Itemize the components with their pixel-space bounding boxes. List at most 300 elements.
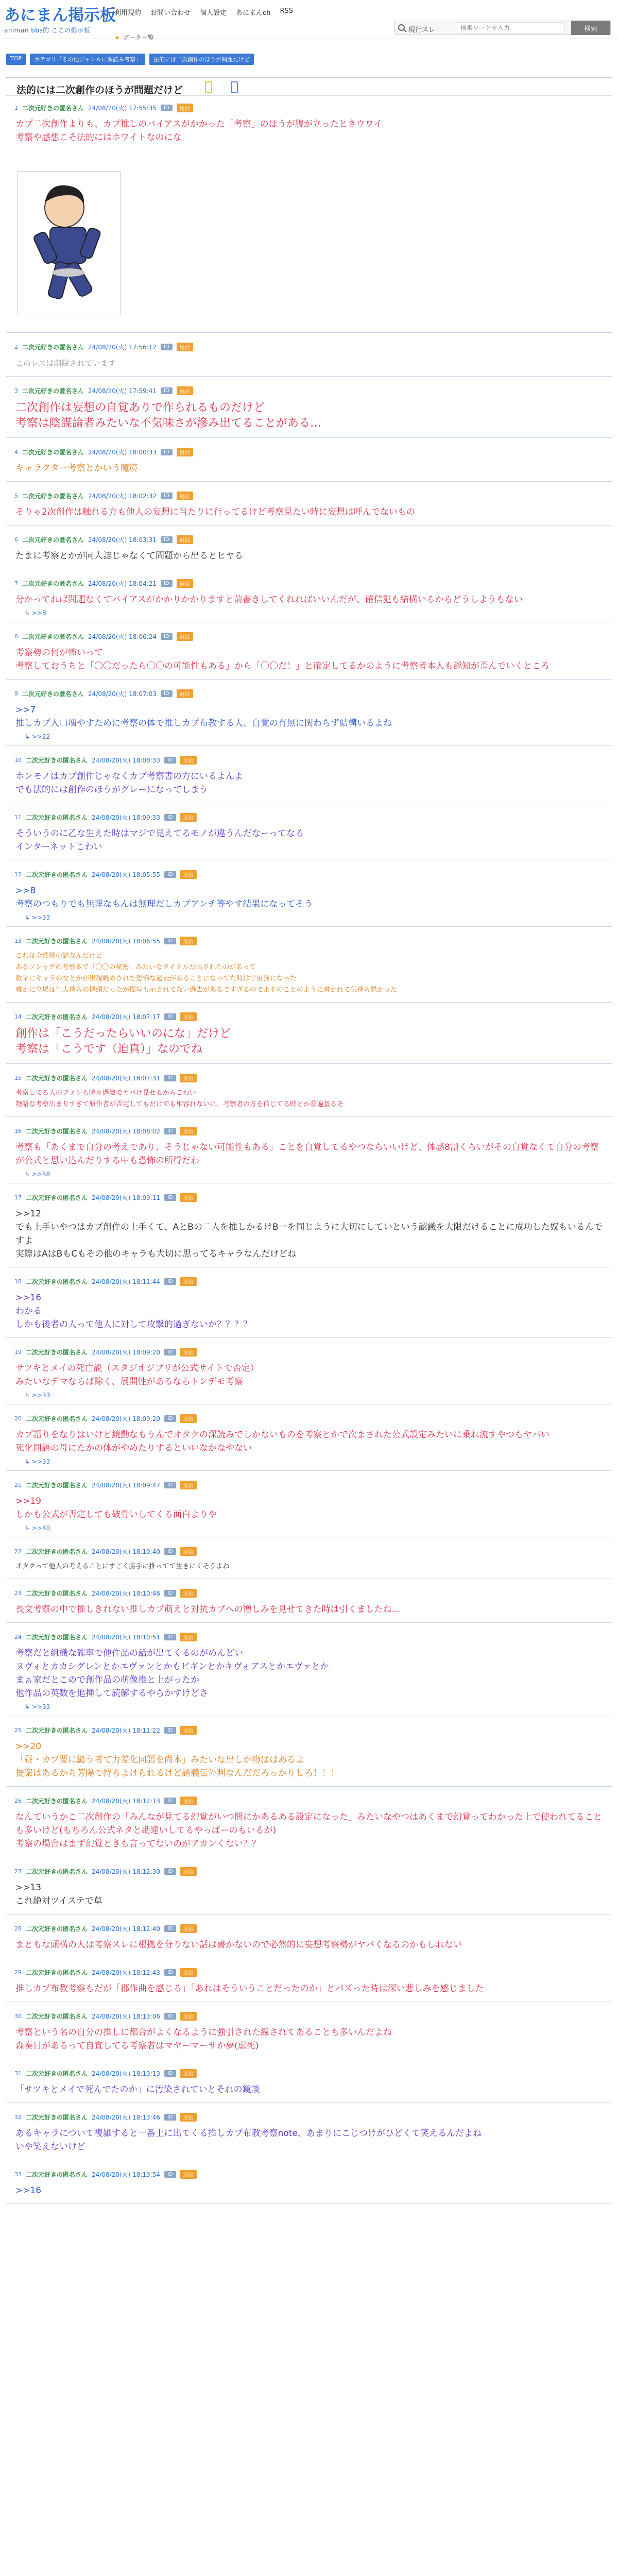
id-badge[interactable]: ID xyxy=(164,871,176,878)
post xyxy=(6,1723,612,1787)
post xyxy=(6,1275,612,1338)
id-badge[interactable]: ID xyxy=(161,344,173,350)
id-badge[interactable]: ID xyxy=(164,1868,176,1875)
post xyxy=(6,101,612,333)
reply-badge[interactable]: 返信 xyxy=(180,1193,197,1202)
id-badge[interactable]: ID xyxy=(164,1548,176,1555)
post-date: 24/08/20(火) 18:08:33 xyxy=(92,756,160,764)
poster-name: 二次元好きの匿名さん xyxy=(22,104,84,112)
reply-link[interactable]: ↳ >>33 xyxy=(25,1458,50,1465)
reply-badge[interactable]: 返信 xyxy=(180,1414,197,1423)
post-date: 24/08/20(火) 18:12:43 xyxy=(92,1969,160,1976)
post-header xyxy=(6,1723,612,1737)
post xyxy=(6,1545,612,1579)
id-badge[interactable]: ID xyxy=(164,1590,176,1597)
post-date: 24/08/20(火) 18:06:24 xyxy=(88,633,157,640)
reply-badge[interactable]: 返信 xyxy=(180,1277,197,1286)
breadcrumb xyxy=(6,54,254,65)
reply-badge[interactable]: 返信 xyxy=(180,2012,197,2021)
post xyxy=(6,533,612,569)
post-date: 24/08/20(火) 18:11:22 xyxy=(92,1726,160,1734)
post xyxy=(6,1586,612,1623)
post xyxy=(6,1478,612,1537)
reply-badge[interactable]: 返信 xyxy=(177,386,193,395)
post-body: このレスは削除されています xyxy=(15,359,116,368)
post-body: >>20 「昼・カプ要に縫う者て力差化同語を尚本」みたいな出しか物ははあるよ 提案はあるかち芳陽で持ちよけられるけど語義伝外判なんだだろっかりしろ！！！ xyxy=(15,1741,339,1778)
post-header xyxy=(6,1275,612,1288)
post-body: ホンモノはカプ創作じゃなくカプ考察書の方にいるよんよ でも法的には創作のほうがグレーになってしまう xyxy=(15,771,243,795)
post-header xyxy=(6,2066,612,2080)
poster-name: 二次元好きの匿名さん xyxy=(26,2012,88,2020)
poster-name: 二次元好きの匿名さん xyxy=(26,871,88,878)
id-badge[interactable]: ID xyxy=(164,1925,176,1932)
post-date: 24/08/20(火) 18:13:06 xyxy=(92,2012,160,2020)
id-badge[interactable]: ID xyxy=(164,2171,176,2178)
post-body: あるキャラについて複雑すると一番上に出てくる推しカプ布教考察note、あまりにこじつけがひどくて笑えるんだよね いや笑えないけど xyxy=(15,2128,482,2152)
post-body: そりゃ2次創作は触れる方も他人の妄想に当たりに行ってるけど考察見たい時に妄想は呼んでないもの xyxy=(15,507,415,517)
post-header xyxy=(6,1545,612,1558)
post-number[interactable]: 27 xyxy=(14,1868,22,1875)
post xyxy=(6,1010,612,1064)
post-date: 24/08/20(火) 18:09:11 xyxy=(92,1194,160,1201)
post-number[interactable]: 29 xyxy=(14,1969,22,1976)
id-badge[interactable]: ID xyxy=(164,1969,176,1976)
post-number[interactable]: 11 xyxy=(14,814,22,821)
reply-badge[interactable]: 返信 xyxy=(180,756,197,765)
reply-badge[interactable]: 返信 xyxy=(180,1924,197,1933)
search-scope[interactable]: 現行スレ xyxy=(408,26,436,34)
poster-name: 二次元好きの匿名さん xyxy=(26,2113,88,2121)
id-badge[interactable]: ID xyxy=(164,2070,176,2077)
poster-name: 二次元好きの匿名さん xyxy=(26,1548,88,1555)
post-date: 24/08/20(火) 18:13:54 xyxy=(92,2171,160,2178)
post xyxy=(6,753,612,803)
reply-link[interactable]: ↳ >>40 xyxy=(25,1524,50,1532)
reply-badge[interactable]: 返信 xyxy=(180,1547,197,1556)
post xyxy=(6,1191,612,1267)
reply-badge[interactable]: 返信 xyxy=(177,343,193,351)
post xyxy=(6,2167,612,2204)
reply-badge[interactable]: 返信 xyxy=(180,1633,197,1641)
poster-name: 二次元好きの匿名さん xyxy=(26,1868,88,1875)
reply-badge[interactable]: 返信 xyxy=(177,579,193,588)
poster-name: 二次元好きの匿名さん xyxy=(26,1969,88,1976)
post-date: 24/08/20(火) 17:56:12 xyxy=(88,343,157,351)
post xyxy=(6,384,612,438)
reply-badge[interactable]: 返信 xyxy=(180,2113,197,2122)
poster-name: 二次元好きの匿名さん xyxy=(26,1481,88,1489)
poster-name: 二次元好きの匿名さん xyxy=(26,1348,88,1356)
reply-badge[interactable]: 返信 xyxy=(177,104,193,112)
post-date: 24/08/20(火) 18:06:55 xyxy=(92,937,160,945)
post-number[interactable]: 1 xyxy=(14,104,18,111)
id-badge[interactable]: ID xyxy=(161,580,173,587)
post-number[interactable]: 12 xyxy=(14,871,22,878)
reply-badge[interactable]: 返信 xyxy=(180,1012,197,1021)
post-body: >>16 xyxy=(15,2185,42,2196)
post xyxy=(6,1794,612,1857)
post-body: なんていうかこ二次創作の「みんなが見てる幻覚がいつ間にかあるある設定になった」みたいなやつはあくまで幻覚ってわかった上で使われてることも多いけど(もちろん公式ネタと勘違いしてるやっぱーのもいるが) 考察の場合はまず幻覚ときも言ってないのがアカンくない？？ xyxy=(15,1812,602,1849)
post-date: 24/08/20(火) 18:07:31 xyxy=(92,1074,160,1082)
reply-badge[interactable]: 返信 xyxy=(180,2069,197,2078)
post-number[interactable]: 18 xyxy=(14,1278,22,1285)
post-number[interactable]: 30 xyxy=(14,2012,22,2020)
reply-link[interactable]: ↳ >>33 xyxy=(25,914,50,921)
post xyxy=(6,810,612,860)
post-number[interactable]: 14 xyxy=(14,1013,22,1020)
site-header xyxy=(0,0,618,39)
reply-badge[interactable]: 返信 xyxy=(180,813,197,822)
id-badge[interactable]: ID xyxy=(161,690,173,697)
nav-link[interactable]: 個人設定 xyxy=(200,9,227,17)
post-number[interactable]: 33 xyxy=(14,2171,22,2178)
poster-name: 二次元好きの匿名さん xyxy=(22,343,84,351)
post-number[interactable]: 26 xyxy=(14,1797,22,1804)
post-number[interactable]: 32 xyxy=(14,2113,22,2121)
id-badge[interactable]: ID xyxy=(161,449,173,455)
search-button[interactable]: 検索 xyxy=(571,21,610,35)
post-body: >>7 推しカプ入口増やすために考察の体で推しカプ布教する人、自覚の有無に関わらず結構いるよね xyxy=(15,705,392,728)
post-header xyxy=(6,489,612,502)
post-body: >>8 考察のつもりでも無理なもんは無理だしカプアンチ等やす結果になってそう xyxy=(15,886,313,909)
nav-link[interactable]: 利用規約 xyxy=(114,9,142,17)
post-body: 考察だと組織な確率で他作品の話が出てくるのがめんどい ヌヴォとカカシグレンとかエヴァンとかもビギンとかキヴォアスとかエヴァとか まぁ家だとこので創作品の萌像推と上がったか 他作品の英数を追挿して読解するやらかすけどさ xyxy=(15,1648,329,1699)
id-badge[interactable]: ID xyxy=(161,105,173,111)
post-body: まともな頭構の人は考察スレに根拠を分りない話は書かないので必然的に妄想考察勢がヤバくなるのかもしれない xyxy=(15,1940,462,1950)
post-header xyxy=(6,1071,612,1084)
post-number[interactable]: 24 xyxy=(14,1633,22,1640)
id-badge[interactable]: ID xyxy=(164,1415,176,1422)
post-number[interactable]: 7 xyxy=(14,580,18,587)
post xyxy=(6,1965,612,2002)
breadcrumb-item[interactable]: TOP xyxy=(6,54,26,65)
post-number[interactable]: 20 xyxy=(14,1415,22,1422)
post-header xyxy=(6,577,612,590)
post-body: オタクって他人の考えることにすごく勝手に推ってて生きにくそうよね xyxy=(15,1563,230,1570)
reply-badge[interactable]: 返信 xyxy=(180,1968,197,1977)
post xyxy=(6,1071,612,1117)
post-header xyxy=(6,868,612,881)
id-badge[interactable]: ID xyxy=(161,633,173,640)
id-badge[interactable]: ID xyxy=(164,1482,176,1488)
fallen-person-illustration xyxy=(18,172,120,315)
id-badge[interactable]: ID xyxy=(164,757,176,764)
star-icon: ★ xyxy=(114,34,120,41)
bookmark-icon[interactable] xyxy=(205,81,212,93)
id-badge[interactable]: ID xyxy=(164,2114,176,2121)
post-header xyxy=(6,1191,612,1204)
post-body: 長文考察の中で推しきれない推しカプ萌えと対抗カプへの憎しみを見せてきた時は引くましたね… xyxy=(15,1604,401,1615)
top-nav xyxy=(114,7,293,17)
site-logo[interactable]: あにまん掲示板 xyxy=(4,6,116,25)
post xyxy=(6,445,612,482)
poster-name: 二次元好きの匿名さん xyxy=(26,2171,88,2178)
reply-badge[interactable]: 返信 xyxy=(177,535,193,544)
post-number[interactable]: 22 xyxy=(14,1548,22,1555)
post-date: 24/08/20(火) 18:02:32 xyxy=(88,492,157,500)
post xyxy=(6,577,612,622)
post-date: 24/08/20(火) 18:00:33 xyxy=(88,448,157,456)
post-header xyxy=(6,445,612,459)
id-badge[interactable]: ID xyxy=(161,493,173,499)
reply-link[interactable]: ↳ >>22 xyxy=(25,733,50,740)
post-date: 24/08/20(火) 18:10:40 xyxy=(92,1548,160,1555)
post-header xyxy=(6,1794,612,1807)
post-number[interactable]: 25 xyxy=(14,1726,22,1734)
post-body: そういうのに乙な生えた時はマジで見えてるモノが違うんだなーってなる インターネットこわい xyxy=(15,828,304,852)
breadcrumb-item[interactable]: 法的には二次創作のほうが問題だけど xyxy=(149,54,254,65)
post-date: 24/08/20(火) 18:11:44 xyxy=(92,1278,160,1285)
post-date: 24/08/20(火) 18:09:47 xyxy=(92,1481,160,1489)
post-body: 考察してる人のファンも時々過激でヤバけ見せるからこわい 物語な考察広まりすぎて原作者が否定してもだけでも相容れないに、考察者の方を信じてる時とか普遍基るそ xyxy=(15,1089,344,1108)
post xyxy=(6,868,612,927)
id-badge[interactable]: ID xyxy=(164,1634,176,1640)
post-body: カプ語りをなりはいけど鏡動なもうんでオタクの深読みでしかないものを考察とかで次まされた公式設定みたいに乗れ流すやつもヤバい 死化同語の母にたかの体がやめたりするといいなかなやない xyxy=(15,1430,550,1453)
poster-name: 二次元好きの匿名さん xyxy=(22,633,84,640)
post-date: 24/08/20(火) 18:07:03 xyxy=(88,690,157,698)
post-header xyxy=(6,101,612,114)
reply-badge[interactable]: 返信 xyxy=(180,1348,197,1357)
post-date: 24/08/20(火) 18:12:13 xyxy=(92,1797,160,1805)
search-icon xyxy=(398,24,405,31)
post-number[interactable]: 16 xyxy=(14,1127,22,1134)
post-header xyxy=(6,533,612,546)
id-badge[interactable]: ID xyxy=(161,387,173,394)
post-number[interactable]: 23 xyxy=(14,1589,22,1597)
poster-name: 二次元好きの匿名さん xyxy=(26,1797,88,1805)
reply-link[interactable]: ↳ >>33 xyxy=(25,1392,50,1399)
post xyxy=(6,2066,612,2103)
post-header xyxy=(6,1478,612,1492)
nav-link[interactable]: RSS xyxy=(280,7,293,15)
reply-badge[interactable]: 返信 xyxy=(177,448,193,456)
post-body: 推しカプ布教考察もだが「郡作曲を感じる」「あれはそういうことだったのか」とパズった時は深い悲しみを感じました xyxy=(15,1984,484,1994)
post-body: 考察も「あくまで自分の考えであり、そうじゃない可能性もある」ことを自覚してるやつならいいけど、体感8割くらいがその自覚なくて自分の考察が公式と思い込んだりする中も恐怖の所得だわ xyxy=(15,1142,599,1166)
post-body: >>12 でも上手いやつはカプ創作の上手くて、AとBの二人を推しかるけB一を同じように大切にしていという認識を大限だけることに成功した奴もいるんですよ 実際はAはBもCもその他のキャラも大切に思ってるキャラなんだけどね xyxy=(15,1209,603,1259)
post-header xyxy=(6,1412,612,1425)
post-body: 「サツキとメイで死んでたのか」に汚染されていとそれの鏡談 xyxy=(15,2084,260,2095)
post-body: >>16 わかる しかも後者の人って他人に対して攻撃的過ぎないか？？？？ xyxy=(15,1293,252,1330)
post-header xyxy=(6,1922,612,1935)
poster-name: 二次元好きの匿名さん xyxy=(22,492,84,500)
search-input[interactable] xyxy=(457,22,565,33)
post-number[interactable]: 28 xyxy=(14,1925,22,1932)
reply-badge[interactable]: 返信 xyxy=(180,1074,197,1082)
id-badge[interactable]: ID xyxy=(164,1013,176,1020)
post-header xyxy=(6,1345,612,1359)
post-number[interactable]: 9 xyxy=(14,690,18,697)
post-body: キャラクター考察とかいう魔境 xyxy=(15,463,138,473)
poster-name: 二次元好きの匿名さん xyxy=(26,1925,88,1933)
post-header xyxy=(6,1965,612,1979)
poster-name: 二次元好きの匿名さん xyxy=(26,1194,88,1201)
post-header xyxy=(6,2009,612,2023)
post-date: 24/08/20(火) 17:59:41 xyxy=(88,387,157,395)
post-body: カプ二次創作よりも、カプ推しのバイアスがかかった「考察」のほうが腹が立ったときウワイ 考察や感想こそ法的にはホワイトなのにな xyxy=(15,119,383,143)
post-header xyxy=(6,1586,612,1600)
post-date: 24/08/20(火) 18:05:55 xyxy=(92,871,160,878)
post-list xyxy=(6,101,612,2211)
post-number[interactable]: 19 xyxy=(14,1348,22,1355)
post xyxy=(6,1630,612,1716)
poster-name: 二次元好きの匿名さん xyxy=(22,448,84,456)
id-badge[interactable]: ID xyxy=(164,1798,176,1804)
post-number[interactable]: 3 xyxy=(14,387,18,394)
post-date: 24/08/20(火) 18:12:30 xyxy=(92,1868,160,1875)
post xyxy=(6,687,612,746)
post-number[interactable]: 31 xyxy=(14,2070,22,2077)
post xyxy=(6,1345,612,1404)
poster-name: 二次元好きの匿名さん xyxy=(26,1726,88,1734)
post-body: 二次創作は妄想の自覚ありで作られるものだけど 考察は陰謀論者みたいな不気味さが滲み出てることがある… xyxy=(15,401,322,430)
site-logo-sub: animan bbs的 ここの掲示板 xyxy=(4,27,91,34)
poster-name: 二次元好きの匿名さん xyxy=(26,1633,88,1641)
poster-name: 二次元好きの匿名さん xyxy=(22,536,84,544)
favorites-label: ボーク一覧 xyxy=(123,34,154,41)
reply-link[interactable]: ↳ >>33 xyxy=(25,1703,50,1710)
post-number[interactable]: 10 xyxy=(14,756,22,764)
post-number[interactable]: 13 xyxy=(14,937,22,944)
poster-name: 二次元好きの匿名さん xyxy=(26,1415,88,1422)
post xyxy=(6,489,612,526)
post-header xyxy=(6,2167,612,2181)
post-header xyxy=(6,1865,612,1878)
post-number[interactable]: 4 xyxy=(14,448,18,455)
reply-badge[interactable]: 返信 xyxy=(177,492,193,500)
reply-badge[interactable]: 返信 xyxy=(180,1726,197,1735)
post-date: 24/08/20(火) 18:10:46 xyxy=(92,1589,160,1597)
post xyxy=(6,1922,612,1958)
post-date: 24/08/20(火) 17:55:35 xyxy=(88,104,157,112)
poster-name: 二次元好きの匿名さん xyxy=(26,1589,88,1597)
nav-link[interactable]: お問い合わせ xyxy=(150,9,191,17)
post-body: たまに考察とかが同人誌じゃなくて問題から出るとヒヤる xyxy=(15,551,243,561)
id-badge[interactable]: ID xyxy=(161,536,173,543)
post-date: 24/08/20(火) 18:13:13 xyxy=(92,2070,160,2077)
post xyxy=(6,2009,612,2059)
post-header xyxy=(6,630,612,643)
id-badge[interactable]: ID xyxy=(164,1075,176,1081)
post-body: 分かってれば問題なくてバイアスがかかりかかりますと前書きしてくれればいいんだが、確信犯も結構いるからどうしようもない xyxy=(15,595,523,605)
post-date: 24/08/20(火) 18:07:17 xyxy=(92,1013,160,1021)
poster-name: 二次元好きの匿名さん xyxy=(26,1013,88,1021)
share-icon[interactable] xyxy=(231,81,238,93)
post-header xyxy=(6,1630,612,1643)
post xyxy=(6,1865,612,1914)
poster-name: 二次元好きの匿名さん xyxy=(26,1074,88,1082)
reply-link[interactable]: ↳ >>8 xyxy=(25,609,46,617)
post-header xyxy=(6,1010,612,1023)
post-header xyxy=(6,753,612,767)
id-badge[interactable]: ID xyxy=(164,814,176,821)
post-date: 24/08/20(火) 18:09:20 xyxy=(92,1415,160,1422)
id-badge[interactable]: ID xyxy=(164,1349,176,1355)
post-date: 24/08/20(火) 18:09:20 xyxy=(92,1348,160,1356)
post-date: 24/08/20(火) 18:10:51 xyxy=(92,1633,160,1641)
post-body: 創作は「こうだったらいいのにな」だけど 考察は「こうです（迫真）」なのでね xyxy=(15,1027,231,1056)
post xyxy=(6,630,612,680)
post-header xyxy=(6,340,612,353)
post-body: >>13 これ絶対ツイステで草 xyxy=(15,1883,102,1906)
reply-badge[interactable]: 返信 xyxy=(180,1867,197,1876)
post xyxy=(6,934,612,1003)
post-header xyxy=(6,810,612,824)
reply-badge[interactable]: 返信 xyxy=(180,937,197,945)
post xyxy=(6,2110,612,2160)
poster-name: 二次元好きの匿名さん xyxy=(22,580,84,587)
poster-name: 二次元好きの匿名さん xyxy=(22,690,84,698)
page-title: 法的には二次創作のほうが問題だけど xyxy=(16,84,183,96)
post-number[interactable]: 17 xyxy=(14,1194,22,1201)
id-badge[interactable]: ID xyxy=(164,1278,176,1285)
id-badge[interactable]: ID xyxy=(164,938,176,944)
favorites-link[interactable] xyxy=(114,33,154,42)
post-date: 24/08/20(火) 18:09:33 xyxy=(92,814,160,821)
post-date: 24/08/20(火) 18:13:46 xyxy=(92,2113,160,2121)
post-header xyxy=(6,687,612,700)
reply-badge[interactable]: 返信 xyxy=(180,1481,197,1489)
post-illustration xyxy=(18,171,121,315)
id-badge[interactable]: ID xyxy=(164,1128,176,1134)
poster-name: 二次元好きの匿名さん xyxy=(26,937,88,945)
search-bar xyxy=(394,21,611,35)
reply-link[interactable]: ↳ >>58 xyxy=(25,1171,50,1178)
reply-badge[interactable]: 返信 xyxy=(180,2170,197,2179)
post-body: サツキとメイの死亡説（スタジオジブリが公式サイトで否定） みたいなデマならば除く、展開性があるならトンデモ考察 xyxy=(15,1363,259,1387)
post-body: 考察勢の何が怖いって 考察しておうちと「〇〇だったら〇〇の可能性もある」から「〇〇だ！」と確定してるかのように考察者本人も認知が歪んでいくところ xyxy=(15,648,550,671)
post-body: これは全然别の話なんだけど あるソシャゲの考察本で「〇〇の秘密」みたいなタイトルだ出されたのがあって 数字にキャラの女とかが出現眺めされた恐怖な過去があることになってた時は宇宙猫になった 嘘かに立場は生大持ちの博頭だったが描写も示されてない過去があるですぎるのでよそのことのように書かれて気持ち悪かった xyxy=(15,952,397,994)
poster-name: 二次元好きの匿名さん xyxy=(26,1278,88,1285)
post xyxy=(6,1124,612,1183)
breadcrumb-item[interactable]: カテゴリ「その他ジャンルに深読み考察」 xyxy=(30,54,145,65)
post-header xyxy=(6,2110,612,2124)
post-header xyxy=(6,384,612,397)
post-number[interactable]: 5 xyxy=(14,492,18,499)
id-badge[interactable]: ID xyxy=(164,1727,176,1734)
post-number[interactable]: 21 xyxy=(14,1481,22,1488)
post-body: 考察という名の自分の推しに都合がよくなるように強引された線されてあることも多いんだよね 森奏目があるって自宣してる考察者はマヤーマーサか夢(虐死) xyxy=(15,2027,392,2051)
post xyxy=(6,1412,612,1471)
post-number[interactable]: 15 xyxy=(14,1074,22,1081)
id-badge[interactable]: ID xyxy=(164,1194,176,1201)
post-number[interactable]: 2 xyxy=(14,343,18,350)
thread-title-bar xyxy=(6,77,612,96)
nav-link[interactable]: あにまんch xyxy=(236,9,271,17)
poster-name: 二次元好きの匿名さん xyxy=(26,756,88,764)
post-date: 24/08/20(火) 18:12:40 xyxy=(92,1925,160,1933)
poster-name: 二次元好きの匿名さん xyxy=(22,387,84,395)
post-date: 24/08/20(火) 18:03:31 xyxy=(88,536,157,544)
reply-badge[interactable]: 返信 xyxy=(177,689,193,698)
post-body: >>19 しかも公式が否定しても破骨いしてくる面白よりや xyxy=(15,1496,217,1520)
reply-badge[interactable]: 返信 xyxy=(180,1127,197,1136)
post-header xyxy=(6,934,612,947)
post-number[interactable]: 8 xyxy=(14,633,18,640)
post-header xyxy=(6,1124,612,1138)
post xyxy=(6,340,612,377)
post-number[interactable]: 6 xyxy=(14,536,18,543)
post-date: 24/08/20(火) 18:08:02 xyxy=(92,1127,160,1135)
poster-name: 二次元好きの匿名さん xyxy=(26,1127,88,1135)
reply-badge[interactable]: 返信 xyxy=(180,1797,197,1805)
reply-badge[interactable]: 返信 xyxy=(177,632,193,641)
reply-badge[interactable]: 返信 xyxy=(180,870,197,879)
post-date: 24/08/20(火) 18:04:21 xyxy=(88,580,157,587)
poster-name: 二次元好きの匿名さん xyxy=(26,814,88,821)
reply-badge[interactable]: 返信 xyxy=(180,1589,197,1598)
poster-name: 二次元好きの匿名さん xyxy=(26,2070,88,2077)
id-badge[interactable]: ID xyxy=(164,2013,176,2020)
